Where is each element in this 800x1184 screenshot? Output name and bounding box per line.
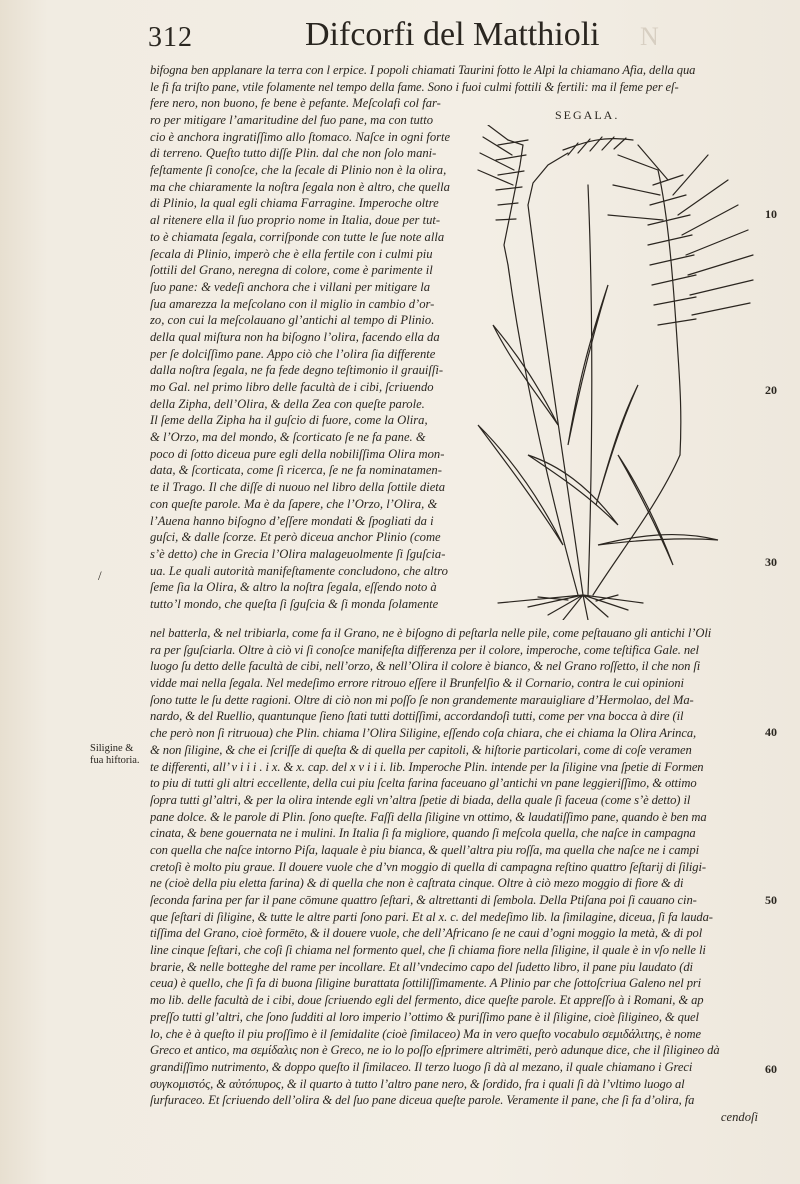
text-line: vidde mai nella ſegala. Nel medeſimo errore ritrouo eſſere il Brunfelſio & il Cornario, contra le cui opinioni: [150, 676, 684, 691]
text-line: l’Auena hanno biſogno d’eſſere mondati & ſpogliati da i: [150, 513, 434, 528]
text-column-narrow: [150, 112, 472, 613]
text-line: data, & ſcorticata, come ſi ricerca, ſe ne fa nominatamen-: [150, 463, 442, 478]
text-line: per ſe dolciſſimo pane. Appo ciò che l’olira ſia differente: [150, 346, 436, 361]
text-line: ro per mitigare l’amaritudine del fuo pane, ma con tutto: [150, 113, 434, 127]
text-line: ua. Le quali autorità manifeſtamente concludono, che altro: [150, 563, 448, 578]
text-line: ſuo pane: & vedeſi anchora che i villani per mitigare la: [150, 279, 431, 294]
text-line: ceua) è quello, che ſi fa di buona ſiligine burattata ſottiliſſimamente. A Plinio par che ſottoſcriua Galeno nel pri: [150, 976, 702, 991]
text-line: al ritenere ella il ſuo proprio nome in Italia, doue per tut-: [150, 213, 441, 228]
text-line: ſecala di Plinio, imperò che è ella fertile con i culmi piu: [150, 246, 433, 261]
text-line: ſottili del Grano, neregna di colore, come è parimente il: [150, 263, 433, 278]
text-line: s’è detto) che in Grecia l’Olira malageuolmente ſi ſguſcia-: [150, 546, 446, 561]
bleed-through-text: N: [640, 22, 659, 51]
text-line: con queſte parole. Ma è da ſapere, che l’Orzo, l’Olira, &: [150, 496, 438, 511]
text-line: Il ſeme della Zipha ha il guſcio di fuore, come la Olira,: [150, 413, 428, 428]
text-line: di terreno. Queſto tutto diſſe Plin. dal che non ſolo mani-: [150, 146, 437, 161]
right-ear-illustration: [608, 145, 753, 455]
text-line: che però non ſi ritruoua) che Plin. chiama l’Olira Siligine, eſſendo coſa chiara, che ei chiama la Olira Arinca,: [150, 726, 697, 741]
text-line: ma che chiaramente la noſtra ſegala non è altro, che quella: [150, 179, 450, 194]
text-line: to piu di tutti gli altri eccellente, della cui piu ſcelta farina faceuano gl’antichi vn pane leggieriſſimo, & ottimo: [150, 776, 697, 791]
text-line: nel batterla, & nel tribiarla, come fa il Grano, ne è biſogno di peſtarla nelle pile, come peſtauano gli antichi l’Oli: [150, 626, 712, 640]
text-line: mo lib. delle facultà de i cibi, doue ſcriuendo egli del fermento, dice queſte parole. Et appreſſo à i Romani, & ap: [150, 993, 704, 1008]
text-line: feſtamente ſi conoſce, che la ſecale di Plinio non è la olira,: [150, 163, 447, 178]
text-line: lo, che è à queſto il piu proſſimo è il ſemidalite (cioè ſimilaceo) Ma in vero queſto vocabulo σεμιδάλιτης, è nome: [150, 1026, 701, 1041]
text-line: di Plinio, la qual egli chiama Farragine. Imperoche oltre: [150, 196, 439, 211]
text-line: ne (cioè della piu eletta farina) & di quella che non è caſtrata cinque. Oltre à ciò mezo moggio di fiore & di: [150, 876, 684, 891]
plate-caption: SEGALA.: [555, 108, 620, 122]
text-line: ra per ſguſciarla. Oltre à ciò vi ſi conoſce manifeſta differenza per il colore, imperoche, come teſtifica Gale. nel: [150, 642, 699, 657]
text-line: cinata, & bene gouernata ne i mulini. In Italia ſi fa migliore, quando ſi meſcola quella, che naſce in campagna: [150, 826, 696, 841]
text-line: con quella che naſce intorno Piſa, laquale è piu bianca, & quell’altra piu roſſa, ma quella che naſce ne i campi: [150, 842, 699, 857]
text-line: pane dolce. & le parole di Plin. ſono queſte. Faſſi della ſiligine vn ottimo, & laudatiſſimo pane, quando è ben ma: [150, 809, 707, 824]
margin-line-number: 10: [765, 207, 777, 221]
text-line: ſurfuraceo. Et ſcriuendo dell’olira & del ſuo pane diceua queſte parole. Veramente il pane, che ſi fa d’olira, fa: [150, 1093, 695, 1108]
text-line: cio è anchora ingratiſſimo allo ſtomaco. Naſce in ogni forte: [150, 129, 451, 144]
middle-ear-illustration: [528, 137, 633, 205]
text-line: ſeconda farina per far il pane cōmune quattro ſeſtari, & altrettanti di ſembola. Della Ptiſana poi ſi cauano cin-: [150, 893, 697, 907]
leaves-illustration: [478, 285, 718, 565]
margin-line-number: 50: [765, 893, 777, 907]
catchword: cendoſi: [720, 1109, 758, 1124]
margin-line-number: 40: [765, 725, 777, 739]
text-line: ſeme ſia la Olira, & altro la noſtra ſegala, eſſendo noto à: [150, 580, 437, 595]
margin-line-number: 60: [765, 1062, 777, 1076]
text-line: bifogna ben applanare la terra con l erpice. I popoli chiamati Taurini fotto le Alpi la chiamano Afia, della qua: [150, 63, 696, 77]
text-line: συγκομιστός, & αὐτόπυρος, & il quarto à tutto l’altro pane nero, & ſordido, fra i quali ſi dà l’vltimo luogo al: [150, 1076, 685, 1091]
text-line: te differenti, all’ v i i i . i x. & x. cap. del x v i i i. lib. Imperoche Plin. intende per la ſiligine vna ſpetie di Formen: [150, 759, 704, 774]
text-line: poco di ſotto diceua pure egli della nobiliſſima Olira mon-: [150, 446, 445, 461]
text-line: preſſo tutti gl’altri, che ſono ſudditi al loro imperio l’ottimo & puriſſimo pane è il ſiligine, cioè ſiligineo, & quel: [150, 1009, 699, 1024]
page-number: 312: [148, 22, 193, 53]
text-line: brarie, & nelle botteghe del rame per incollare. Et all’vndecimo capo del ſudetto libro, il pane piu laudato (di: [150, 959, 693, 974]
text-line: que ſeſtari di ſiligine, & tutte le altre parti ſono pari. Et al x. c. del medeſimo lib. la ſimilagine, diceua, ſi fa lauda-: [150, 909, 713, 924]
text-line: mo Gal. nel primo libro delle facultà de i cibi, ſcriuendo: [150, 380, 434, 394]
left-ear-illustration: [478, 125, 528, 265]
text-column-full: [150, 625, 768, 1126]
text-line: della Zipha, dell’Olira, & della Zea con queſte parole.: [150, 396, 425, 411]
text-line: & non ſiligine, & che ei ſcriſſe di queſta & di quella per capitoli, & hiſtorie particolari, come di coſe veramen: [150, 742, 692, 757]
text-line: ſopra tutti gl’altri, & per la olira intende egli vn’altra ſpetie di biada, della quale ſi faceua (come s’è detto) il: [150, 792, 691, 807]
text-line: tutto’l mondo, che queſta ſi ſguſcia & ſi monda ſolamente: [150, 596, 439, 611]
text-line: cretoſi è molto piu graue. Il douere vuole che d’vn moggio di quella di campagna reſtino quattro ſeſtarij di ſiligi-: [150, 859, 706, 874]
margin-note-line: Siligine &: [90, 743, 134, 754]
margin-line-number: 30: [765, 555, 777, 569]
text-line: ſono tutte le ſu dette ragioni. Oltre di ciò non mi poſſo ſe non grandemente marauigliare d’Hermolao, del Ma-: [150, 692, 694, 707]
text-line: to è chiamata ſegala, corriſponde con tutte le ſue note alla: [150, 229, 445, 244]
roots-illustration: [498, 595, 643, 620]
text-line: luogo ſu detto delle facultà de cibi, nell’orzo, & nell’Olira il colore è bianco, & nel Grano roſſetto, il che non ſi: [150, 659, 701, 674]
text-line: della qual miſtura non ha biſogno l’olira, facendo ella da: [150, 329, 440, 344]
text-line: & l’Orzo, ma del mondo, & ſcorticato ſe ne fa pane. &: [150, 430, 426, 445]
text-line: le fi fa triſto pane, vtile folamente nel tempo della fame. Sono i fuoi culmi fottili & fertili: ma il feme per eſ-: [150, 79, 679, 94]
text-line: line cinque ſeſtari, che coſi ſi chiama nel formento quel, che ſi chiama fiore nella ſiligine, il quale è in vſo nelle li: [150, 943, 706, 958]
text-line: grandiſſimo nutrimento, & doppo queſto il ſimilaceo. Il terzo luogo ſi dà al mezano, il quale chiamano i Greci: [150, 1059, 693, 1074]
margin-mark: /: [98, 568, 102, 583]
text-line: te il Trago. Il che diſſe di nuouo nel libro della ſottile dieta: [150, 480, 446, 495]
text-line: ſua amarezza la meſcolano con il miglio in cambio d’or-: [150, 296, 435, 311]
margin-line-number: 20: [765, 383, 777, 397]
text-line: zo, con cui la meſcolauano gl’antichi al tempo di Plinio.: [150, 313, 435, 328]
text-line: dalla noſtra ſegala, ne fa fede degno teſtimonio il grauiſſi-: [150, 363, 444, 378]
rye-plant-woodcut: [468, 125, 758, 620]
text-line: guſci, & dalle ſcorze. Et però diceua anchor Plinio (come: [150, 530, 441, 545]
margin-note-line: fua hiftoria.: [90, 755, 140, 766]
margin-note-siligine: [90, 743, 140, 767]
text-line: nardo, & del Ruellio, quantunque ſieno ſtati tutti dottiſſimi, accordandoſi tutti, come per vna bocca à dire (il: [150, 709, 684, 724]
text-column-top: [150, 62, 770, 112]
text-line: tiſſima del Grano, cioè formēto, & il douere vuole, che dell’Africano ſe ne caui d’ogni moggio la metà, & di pol: [150, 926, 703, 941]
text-line: Greco et antico, ma σεμίδαλις non è Greco, ne io lo poſſo eſprimere altrimēti, però adunque dice, che il ſiligineo dà: [150, 1043, 720, 1058]
running-title: Difcorfi del Matthioli: [305, 16, 600, 53]
text-line: fere nero, non buono, fe bene è pefante. Meſcolafi col far-: [150, 96, 441, 111]
